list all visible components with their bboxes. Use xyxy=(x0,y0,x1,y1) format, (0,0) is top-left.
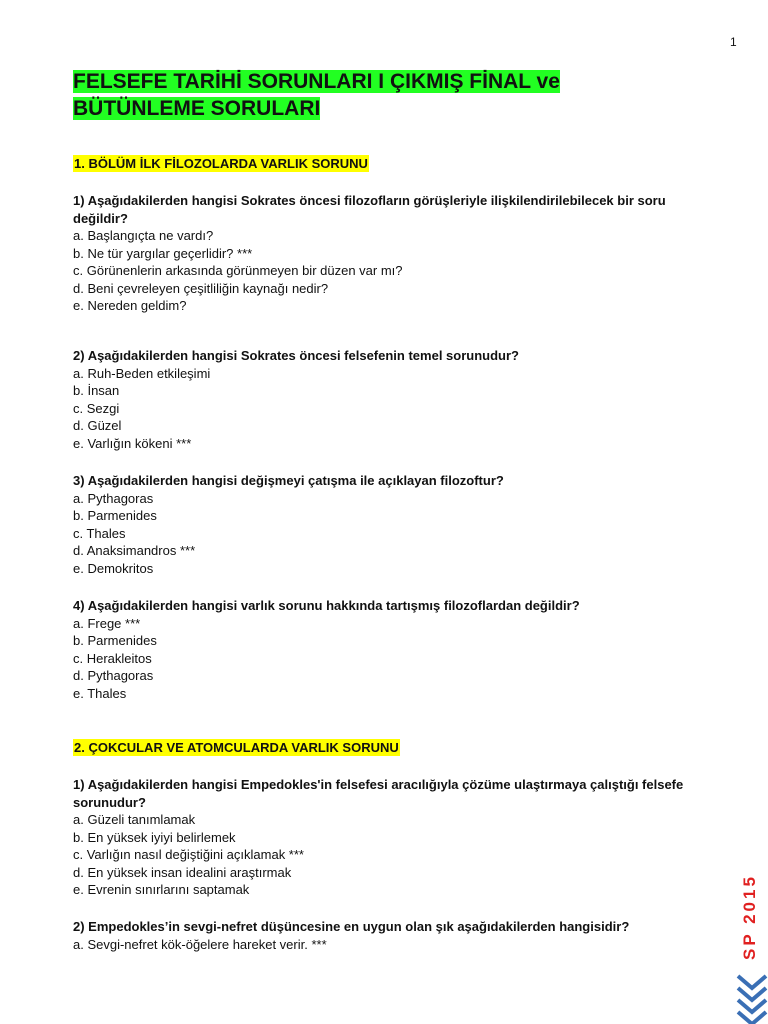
answer-option: d. Pythagoras xyxy=(73,668,154,683)
answer-option: a. Frege *** xyxy=(73,615,141,631)
answer-option: a. Sevgi-nefret kök-öğelere hareket verir. *** xyxy=(73,936,327,952)
question-stem: 3) Aşağıdakilerden hangisi değişmeyi çatışma ile açıklayan filozoftur? xyxy=(73,473,504,488)
answer-option: e. Evrenin sınırlarını saptamak xyxy=(73,882,250,897)
answer-option: a. Başlangıçta ne vardı? xyxy=(73,228,214,243)
answer-option: d. Anaksimandros *** xyxy=(73,543,196,558)
answer-option: b. Parmenides xyxy=(73,508,157,523)
answer-option: e. Demokritos xyxy=(73,560,154,576)
answer-option: b. Parmenides xyxy=(73,633,157,648)
answer-option: d. Güzel xyxy=(73,418,122,433)
question-block xyxy=(73,776,713,899)
answer-option: b. Ne tür yargılar geçerlidir? *** xyxy=(73,245,253,261)
question-block xyxy=(73,597,713,702)
question-block xyxy=(73,918,713,953)
answer-option: c. Görünenlerin arkasında görünmeyen bir düzen var mı? xyxy=(73,263,403,278)
answer-option: c. Varlığın nasıl değiştiğini açıklamak *** xyxy=(73,847,304,862)
chevron-down-icon xyxy=(736,972,768,1024)
question-stem: 1) Aşağıdakilerden hangisi Sokrates öncesi filozofların görüşleriyle ilişkilendirilebilecek bir soru değildir? xyxy=(73,193,666,226)
question-stem: 2) Empedokles’in sevgi-nefret düşüncesine en uygun olan şık aşağıdakilerden hangisidir? xyxy=(73,919,630,934)
answer-option: e. Varlığın kökeni *** xyxy=(73,435,192,451)
section-heading: 1. BÖLÜM İLK FİLOZOLARDA VARLIK SORUNU xyxy=(74,156,368,171)
page-number: 1 xyxy=(730,35,737,49)
answer-option: b. En yüksek iyiyi belirlemek xyxy=(73,829,236,845)
question-block xyxy=(73,472,713,577)
question-stem: 4) Aşağıdakilerden hangisi varlık sorunu hakkında tartışmış filozoflardan değildir? xyxy=(73,598,580,613)
page-title: FELSEFE TARİHİ SORUNLARI I ÇIKMIŞ FİNAL ve BÜTÜNLEME SORULARI xyxy=(73,70,560,120)
svg-text:SP 2015: SP 2015 xyxy=(740,874,759,960)
answer-option: d. Beni çevreleyen çeşitliliğin kaynağı nedir? xyxy=(73,280,329,296)
answer-option: a. Güzeli tanımlamak xyxy=(73,812,196,827)
answer-option: c. Sezgi xyxy=(73,400,120,416)
answer-option: c. Herakleitos xyxy=(73,650,152,666)
answer-option: a. Pythagoras xyxy=(73,490,154,506)
section-heading: 2. ÇOKCULAR VE ATOMCULARDA VARLIK SORUNU xyxy=(74,740,399,755)
answer-option: b. İnsan xyxy=(73,383,120,398)
answer-option: c. Thales xyxy=(73,525,126,541)
question-stem: 1) Aşağıdakilerden hangisi Empedokles'in felsefesi aracılığıyla çözüme ulaştırmaya çalıştığı felsefe sorunudur? xyxy=(73,777,684,810)
question-block xyxy=(73,347,713,452)
answer-option: a. Ruh-Beden etkileşimi xyxy=(73,365,211,381)
answer-option: d. En yüksek insan idealini araştırmak xyxy=(73,864,292,880)
answer-option: e. Nereden geldim? xyxy=(73,298,187,313)
answer-option: e. Thales xyxy=(73,685,127,701)
watermark-text xyxy=(733,872,763,962)
question-stem: 2) Aşağıdakilerden hangisi Sokrates öncesi felsefenin temel sorunudur? xyxy=(73,348,519,363)
question-block xyxy=(73,192,713,315)
